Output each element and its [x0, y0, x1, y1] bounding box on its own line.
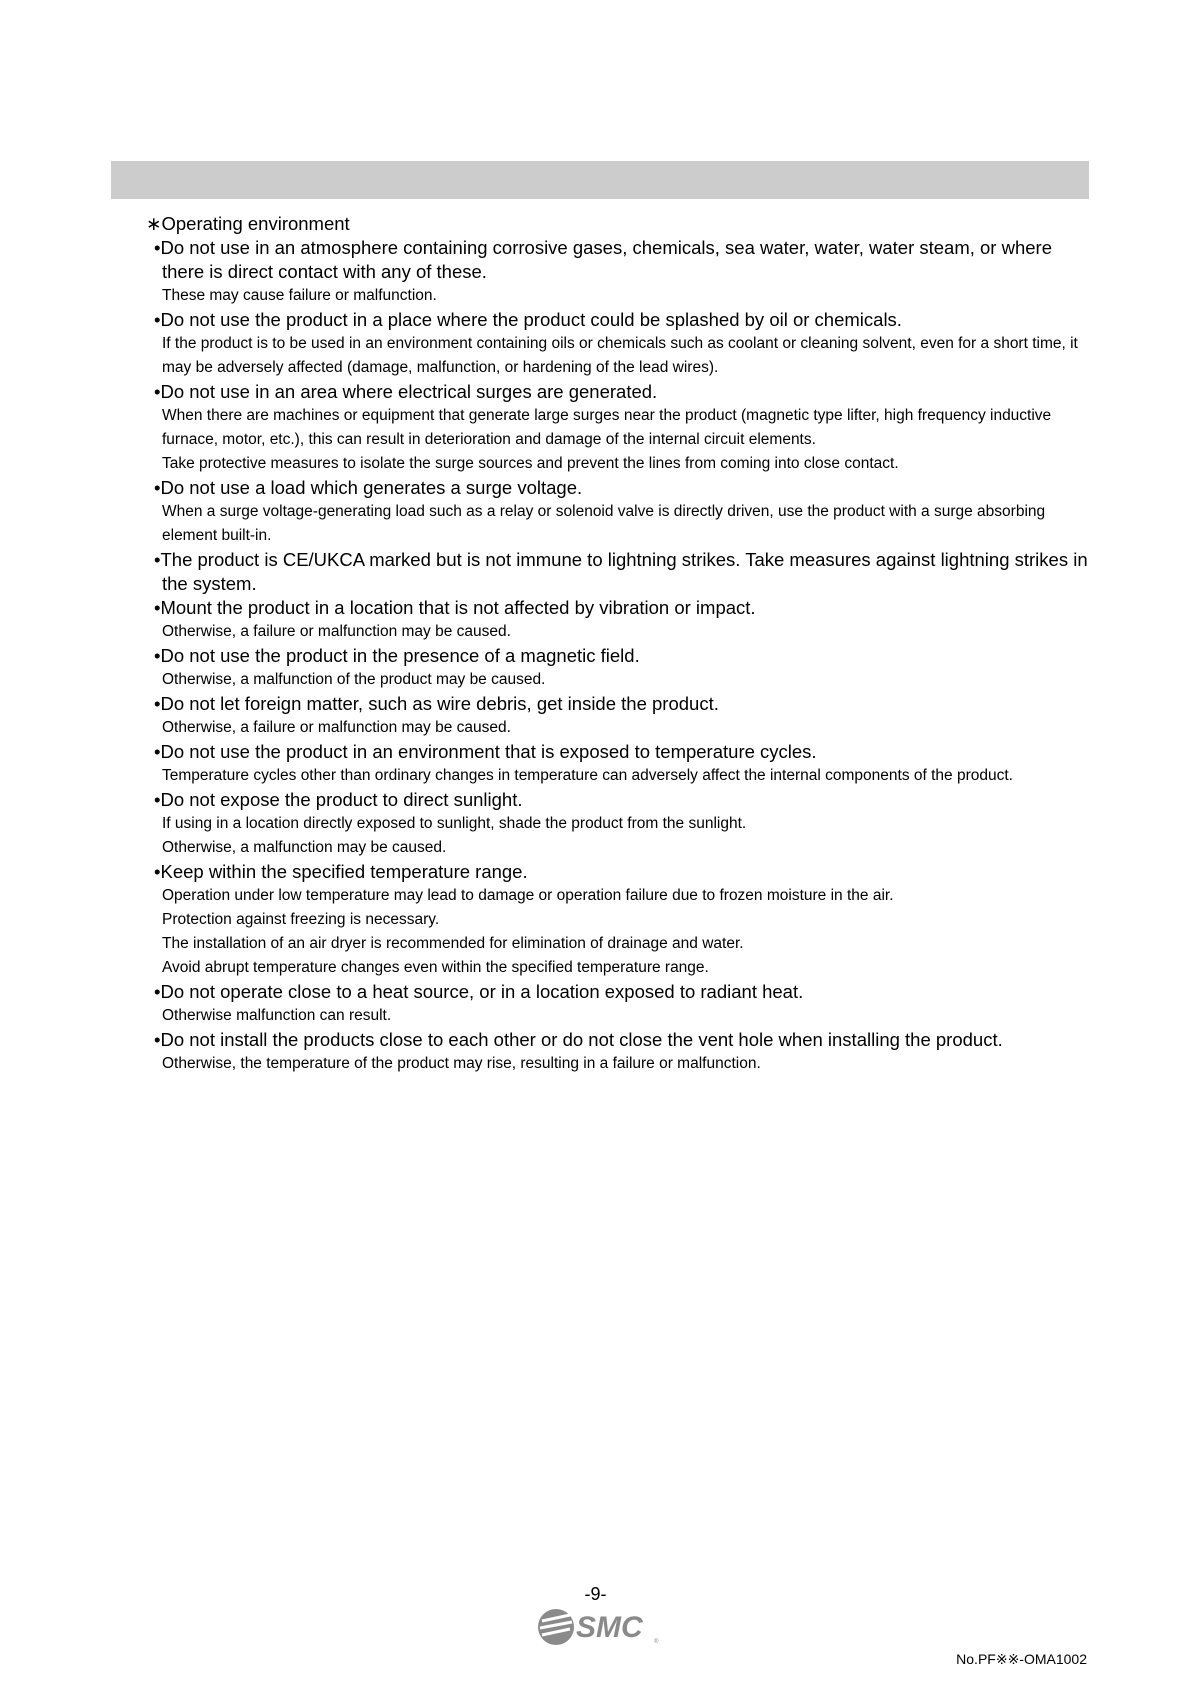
section-header-bar	[111, 161, 1089, 199]
smc-logo-mark	[538, 1609, 574, 1645]
precaution-item	[146, 644, 1096, 692]
precaution-note: If using in a location directly exposed to sunlight, shade the product from the sunlight.	[162, 815, 747, 832]
precaution-note: These may cause failure or malfunction.	[162, 287, 437, 304]
registered-mark: ®	[654, 1639, 659, 1645]
precaution-statement: •The product is CE/UKCA marked but is not immune to lightning strikes. Take measures against lightning strikes in the system.	[154, 549, 1088, 594]
section-title: ∗Operating environment	[146, 213, 350, 234]
precaution-item	[146, 596, 1096, 644]
precaution-note: When there are machines or equipment that generate large surges near the product (magnetic type lifter, high frequency inductive furnace, motor, etc.), this can result in deterioration and damage of the internal circuit elements.	[162, 407, 1052, 448]
precaution-note: Otherwise, a failure or malfunction may be caused.	[162, 623, 511, 640]
precaution-note: Operation under low temperature may lead to damage or operation failure due to frozen moisture in the air.	[162, 887, 894, 904]
smc-logo-text: SMC	[576, 1611, 643, 1644]
precaution-item	[146, 548, 1096, 596]
precaution-item	[146, 860, 1096, 980]
precaution-statement: •Keep within the specified temperature range.	[154, 861, 528, 882]
page-number: -9-	[584, 1584, 607, 1604]
precaution-item	[146, 740, 1096, 788]
precaution-statement: •Do not let foreign matter, such as wire debris, get inside the product.	[154, 693, 719, 714]
page-content	[146, 212, 1096, 1076]
precaution-statement: •Do not install the products close to each other or do not close the vent hole when installing the product.	[154, 1029, 1003, 1050]
precaution-note: Take protective measures to isolate the surge sources and prevent the lines from coming into close contact.	[162, 455, 899, 472]
precaution-note: The installation of an air dryer is recommended for elimination of drainage and water.	[162, 935, 744, 952]
precaution-list	[146, 236, 1096, 1076]
precaution-statement: •Do not use in an atmosphere containing corrosive gases, chemicals, sea water, water, water steam, or where there is direct contact with any of these.	[154, 237, 1052, 282]
precaution-note: Protection against freezing is necessary.	[162, 911, 440, 928]
precaution-item	[146, 980, 1096, 1028]
precaution-item	[146, 476, 1096, 548]
precaution-statement: •Mount the product in a location that is not affected by vibration or impact.	[154, 597, 756, 618]
precaution-statement: •Do not expose the product to direct sunlight.	[154, 789, 523, 810]
precaution-note: Otherwise, the temperature of the product may rise, resulting in a failure or malfunction.	[162, 1055, 761, 1072]
precaution-item	[146, 380, 1096, 476]
precaution-note: When a surge voltage-generating load such as a relay or solenoid valve is directly driven, use the product with a surge absorbing element built-in.	[162, 503, 1046, 544]
precaution-item	[146, 788, 1096, 860]
precaution-statement: •Do not use the product in an environment that is exposed to temperature cycles.	[154, 741, 817, 762]
document-number: No.PF※※-OMA1002	[956, 1651, 1087, 1667]
precaution-note: Otherwise, a failure or malfunction may be caused.	[162, 719, 511, 736]
precaution-note: Avoid abrupt temperature changes even within the specified temperature range.	[162, 959, 709, 976]
precaution-note: Otherwise, a malfunction of the product may be caused.	[162, 671, 546, 688]
precaution-statement: •Do not use in an area where electrical surges are generated.	[154, 381, 658, 402]
precaution-note: Otherwise malfunction can result.	[162, 1007, 392, 1024]
precaution-statement: •Do not use the product in the presence of a magnetic field.	[154, 645, 640, 666]
smc-logo	[536, 1607, 666, 1647]
precaution-item	[146, 692, 1096, 740]
precaution-note: Temperature cycles other than ordinary changes in temperature can adversely affect the internal components of the product.	[162, 767, 1013, 784]
precaution-note: Otherwise, a malfunction may be caused.	[162, 839, 447, 856]
precaution-item	[146, 1028, 1096, 1076]
precaution-note: If the product is to be used in an environment containing oils or chemicals such as coolant or cleaning solvent, even for a short time, it may be adversely affected (damage, malfunction, or hardening of the lead wires).	[162, 335, 1078, 376]
precaution-statement: •Do not use the product in a place where the product could be splashed by oil or chemicals.	[154, 309, 902, 330]
precaution-statement: •Do not operate close to a heat source, or in a location exposed to radiant heat.	[154, 981, 804, 1002]
precaution-item	[146, 308, 1096, 380]
precaution-item	[146, 236, 1096, 308]
precaution-statement: •Do not use a load which generates a surge voltage.	[154, 477, 583, 498]
